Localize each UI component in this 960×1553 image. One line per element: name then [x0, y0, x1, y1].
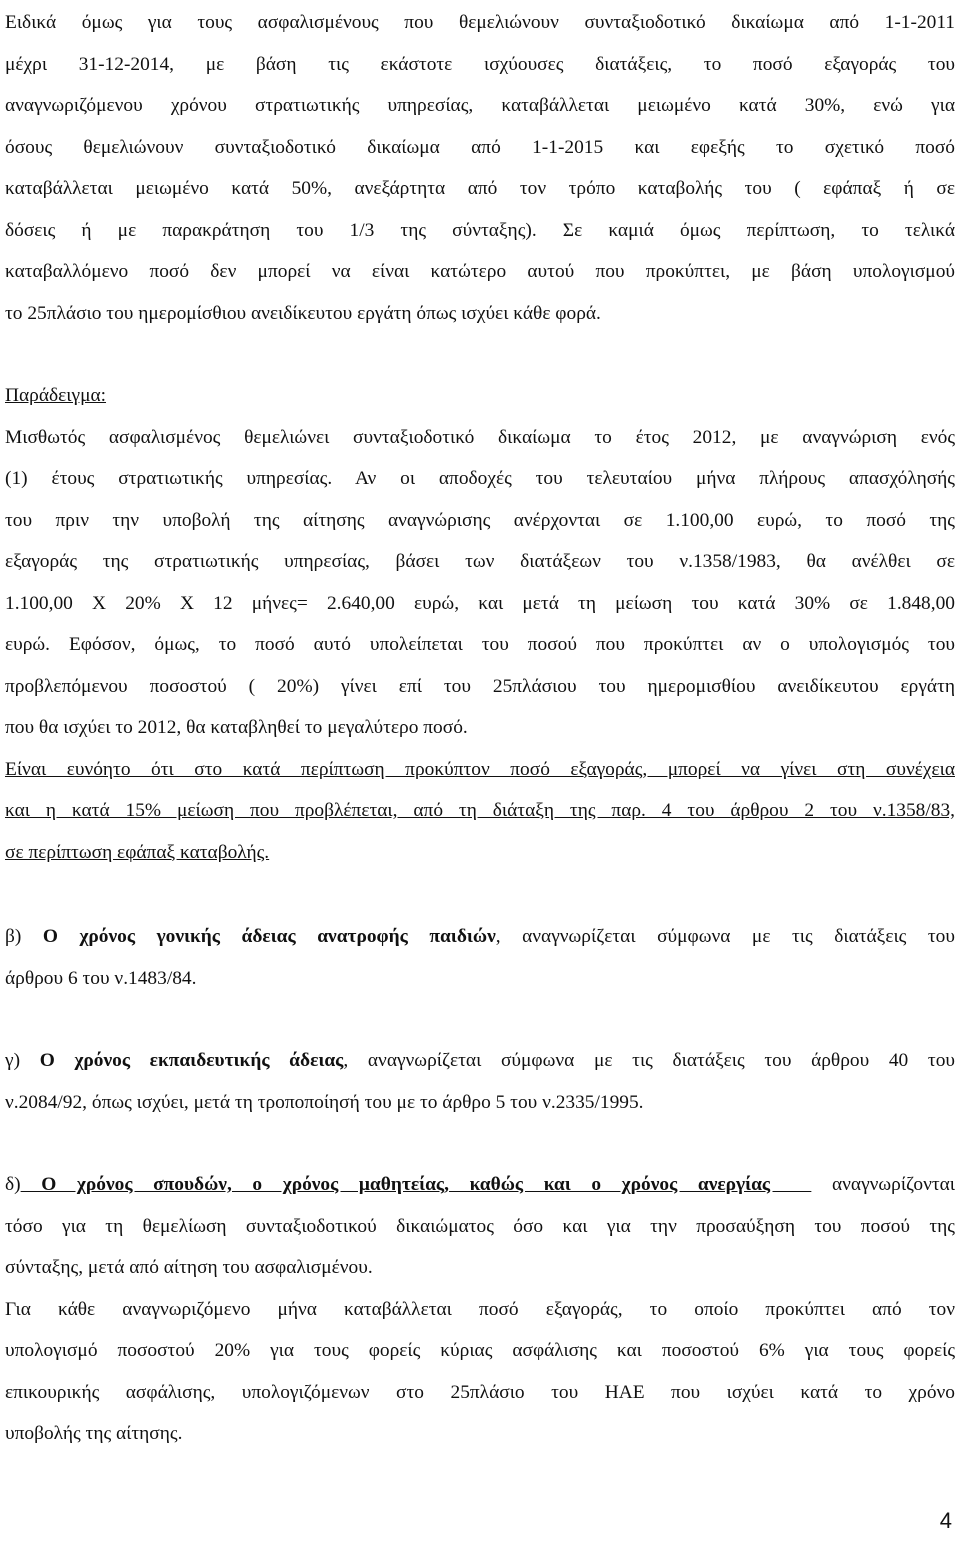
text-line: μέχρι 31-12-2014, με βάση τις εκάστοτε ισχύουσες διατάξεις, το ποσό εξαγοράς του [5, 53, 955, 75]
text-line: Μισθωτός ασφαλισμένος θεμελιώνει συνταξιοδοτικό δικαίωμα το έτος 2012, με αναγνώριση ενός [5, 426, 955, 448]
text-line: σύνταξης, μετά από αίτηση του ασφαλισμένου. [5, 1257, 373, 1278]
item-d-title: Ο χρόνος σπουδών, ο χρόνος μαθητείας, καθώς και ο χρόνος ανεργίας [20, 1174, 812, 1195]
text-line: αναγνωριζόμενου χρόνου στρατιωτικής υπηρεσίας, καταβάλλεται μειωμένο κατά 30%, ενώ για [5, 95, 955, 116]
text-line: εξαγοράς της στρατιωτικής υπηρεσίας, βάσει των διατάξεων του ν.1358/1983, θα ανέλθει σε [5, 551, 955, 572]
item-d-studies [5, 1164, 955, 1289]
item-c-prefix: γ) [5, 1050, 40, 1071]
item-c-educational-leave [5, 1040, 955, 1123]
item-b-text: , αναγνωρίζεται σύμφωνα με τις διατάξεις του [495, 926, 955, 947]
text-line: άρθρου 6 του ν.1483/84. [5, 967, 197, 989]
text-line: καταβαλλόμενο ποσό δεν μπορεί να είναι κατώτερο αυτού που προκύπτει, με βάση υπολογισμού [5, 261, 955, 282]
text-line: που θα ισχύει το 2012, θα καταβληθεί το μεγαλύτερο ποσό. [5, 717, 468, 738]
item-b-prefix: β) [5, 926, 43, 947]
item-d-prefix: δ) [5, 1174, 21, 1195]
item-b-line1 [5, 916, 955, 958]
example-section [5, 375, 955, 873]
text-line: προβλεπόμενου ποσοστού ( 20%) γίνει επί του 25πλάσιου του ημερομισθίου ανειδίκευτου εργάτη [5, 675, 955, 697]
item-d-line1 [5, 1164, 955, 1206]
text-line: καταβάλλεται μειωμένο κατά 50%, ανεξάρτητα από τον τρόπο καταβολής του ( εφάπαξ ή σε [5, 178, 955, 199]
item-c-title: Ο χρόνος εκπαιδευτικής άδειας [39, 1050, 344, 1071]
item-b-parental-leave [5, 916, 955, 999]
paragraph-final [5, 1289, 955, 1455]
paragraph-special-insured [5, 2, 955, 334]
text-line: ευρώ. Εφόσον, όμως, το ποσό αυτό υπολείπεται του ποσού που προκύπτει αν ο υπολογισμός του [5, 634, 955, 655]
item-c-line1 [5, 1040, 955, 1082]
text-line: Ειδικά όμως για τους ασφαλισμένους που θεμελιώνουν συνταξιοδοτικό δικαίωμα από 1-1-2011 [5, 12, 955, 33]
text-line: όσους θεμελιώνουν συνταξιοδοτικό δικαίωμα από 1-1-2015 και εφεξής το σχετικό ποσό [5, 136, 955, 158]
item-d-text: αναγνωρίζονται [811, 1174, 955, 1195]
text-line: υποβολής της αίτησης. [5, 1423, 183, 1444]
text-line: το 25πλάσιο του ημερομίσθιου ανειδίκευτου εργάτη όπως ισχύει κάθε φορά. [5, 302, 601, 324]
text-line: υπολογισμό ποσοστού 20% για τους φορείς κύριας ασφάλισης και ποσοστού 6% για τους φορείς [5, 1340, 955, 1361]
document-page [5, 0, 955, 1455]
text-line: επικουρικής ασφάλισης, υπολογιζόμενων στο 25πλάσιο του ΗΑΕ που ισχύει κατά το χρόνο [5, 1381, 955, 1403]
text-line: ν.2084/92, όπως ισχύει, μετά τη τροποποίησή του με το άρθρο 5 του ν.2335/1995. [5, 1091, 644, 1113]
text-line: του πριν την υποβολή της αίτησης αναγνώρισης ανέρχονται σε 1.100,00 ευρώ, το ποσό της [5, 509, 955, 531]
text-line: 1.100,00 Χ 20% Χ 12 μήνες= 2.640,00 ευρώ, και μετά τη μείωση του κατά 30% σε 1.848,00 [5, 592, 955, 614]
example-heading: Παράδειγμα: [5, 385, 107, 406]
page-number: 4 [939, 1508, 952, 1533]
item-b-title: Ο χρόνος γονικής άδειας ανατροφής παιδιών [42, 926, 496, 947]
text-line: δόσεις ή με παρακράτηση του 1/3 της σύνταξης). Σε καμιά όμως περίπτωση, το τελικά [5, 219, 955, 241]
item-c-text: , αναγνωρίζεται σύμφωνα με τις διατάξεις του άρθρου 40 του [343, 1050, 956, 1071]
text-line: (1) έτους στρατιωτικής υπηρεσίας. Αν οι αποδοχές του τελευταίου μήνα πλήρους απασχόλησής [5, 468, 955, 489]
text-line: τόσο για τη θεμελίωση συνταξιοδοτικού δικαιώματος όσο και για την προσαύξηση του ποσού της [5, 1215, 955, 1237]
underlined-note-line: και η κατά 15% μείωση που προβλέπεται, από τη διάταξη της παρ. 4 του άρθρου 2 του ν.1358/83, [5, 800, 955, 821]
underlined-note-line: σε περίπτωση εφάπαξ καταβολής. [5, 841, 270, 863]
underlined-note-line: Είναι ευνόητο ότι στο κατά περίπτωση προκύπτον ποσό εξαγοράς, μπορεί να γίνει στη συνέχεια [5, 758, 955, 780]
text-line: Για κάθε αναγνωριζόμενο μήνα καταβάλλεται ποσό εξαγοράς, το οποίο προκύπτει από τον [5, 1298, 955, 1320]
